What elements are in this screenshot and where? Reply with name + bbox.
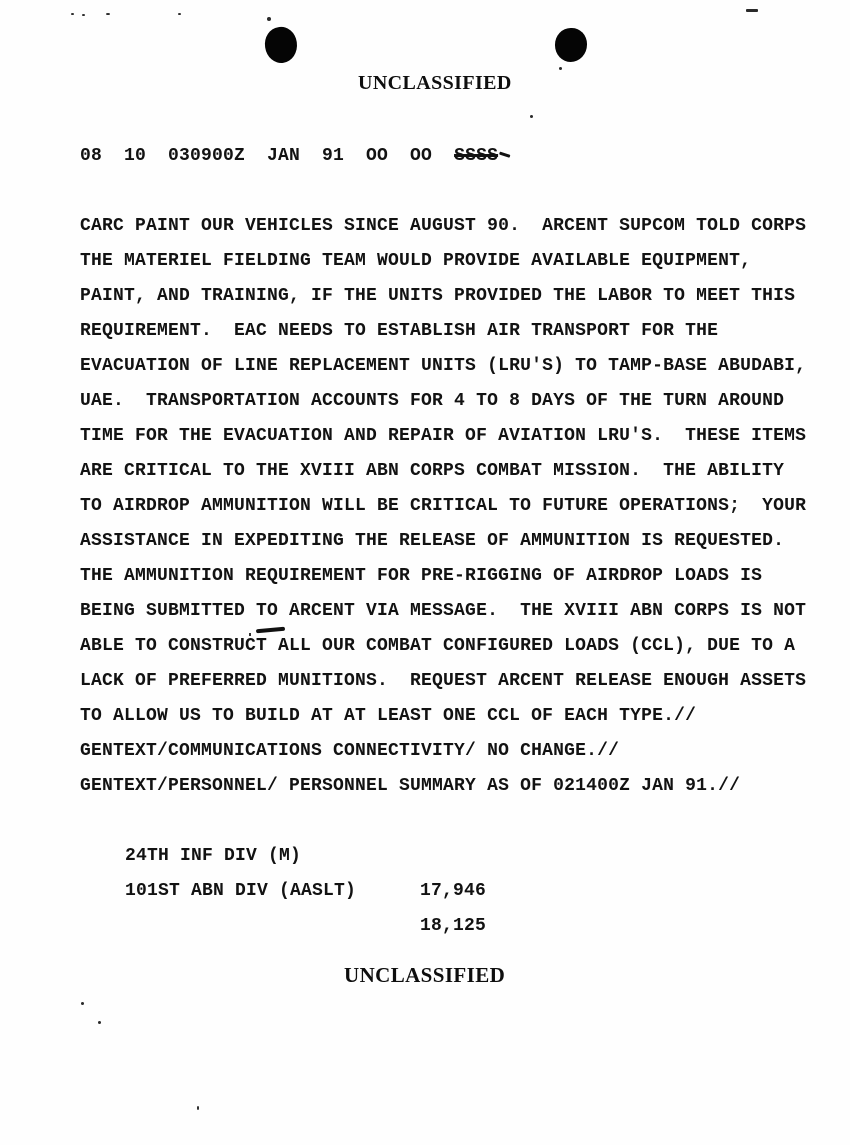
struck-classification-code: SSSS xyxy=(454,146,499,166)
body-line: THE AMMUNITION REQUIREMENT FOR PRE-RIGGING OF AIRDROP LOADS IS xyxy=(80,566,763,586)
personnel-unit-count: 18,125 xyxy=(420,916,487,936)
body-line: TO ALLOW US TO BUILD AT AT LEAST ONE CCL OF EACH TYPE.// xyxy=(80,706,697,726)
hole-punch-right xyxy=(555,28,587,62)
personnel-unit-count: 17,946 xyxy=(420,881,487,901)
classification-banner-top: UNCLASSIFIED xyxy=(358,72,512,94)
classification-banner-bottom: UNCLASSIFIED xyxy=(344,963,506,987)
body-line: TO AIRDROP AMMUNITION WILL BE CRITICAL TO FUTURE OPERATIONS; YOUR xyxy=(80,496,807,516)
scan-speck xyxy=(197,1106,199,1110)
scan-dash xyxy=(746,9,758,12)
body-line: THE MATERIEL FIELDING TEAM WOULD PROVIDE AVAILABLE EQUIPMENT, xyxy=(80,251,752,271)
personnel-unit-name: 101ST ABN DIV (AASLT) xyxy=(125,881,357,901)
scan-speck xyxy=(559,67,562,70)
body-line: ASSISTANCE IN EXPEDITING THE RELEASE OF AMMUNITION IS REQUESTED. xyxy=(80,531,785,551)
message-header-fields: 08 10 030900Z JAN 91 OO OO xyxy=(80,146,455,166)
body-line: GENTEXT/PERSONNEL/ PERSONNEL SUMMARY AS OF 021400Z JAN 91.// xyxy=(80,776,741,796)
scan-speck xyxy=(106,13,110,15)
body-line: EVACUATION OF LINE REPLACEMENT UNITS (LRU'S) TO TAMP-BASE ABUDABI, xyxy=(80,356,807,376)
scan-speck xyxy=(530,115,533,118)
body-line: REQUIREMENT. EAC NEEDS TO ESTABLISH AIR TRANSPORT FOR THE xyxy=(80,321,719,341)
scan-speck xyxy=(178,13,181,15)
scan-speck xyxy=(71,13,74,15)
body-line: BEING SUBMITTED TO ARCENT VIA MESSAGE. THE XVIII ABN CORPS IS NOT xyxy=(80,601,807,621)
body-line: PAINT, AND TRAINING, IF THE UNITS PROVIDED THE LABOR TO MEET THIS xyxy=(80,286,796,306)
scan-speck xyxy=(81,1002,84,1005)
scan-speck xyxy=(82,14,85,16)
message-body xyxy=(80,209,807,936)
body-line: ARE CRITICAL TO THE XVIII ABN CORPS COMBAT MISSION. THE ABILITY xyxy=(80,461,785,481)
body-line: LACK OF PREFERRED MUNITIONS. REQUEST ARCENT RELEASE ENOUGH ASSETS xyxy=(80,671,807,691)
body-line: GENTEXT/COMMUNICATIONS CONNECTIVITY/ NO CHANGE.// xyxy=(80,741,620,761)
scan-speck xyxy=(267,17,271,21)
scan-speck xyxy=(98,1021,101,1024)
body-line: TIME FOR THE EVACUATION AND REPAIR OF AVIATION LRU'S. THESE ITEMS xyxy=(80,426,807,446)
message-header-line xyxy=(80,146,509,166)
body-line: ABLE TO CONSTRUCT ALL OUR COMBAT CONFIGURED LOADS (CCL), DUE TO A xyxy=(80,636,796,656)
strikethrough-tail xyxy=(499,152,510,158)
body-line: CARC PAINT OUR VEHICLES SINCE AUGUST 90. ARCENT SUPCOM TOLD CORPS xyxy=(80,216,807,236)
body-line: UAE. TRANSPORTATION ACCOUNTS FOR 4 TO 8 DAYS OF THE TURN AROUND xyxy=(80,391,785,411)
personnel-unit-name: 24TH INF DIV (M) xyxy=(125,846,302,866)
hole-punch-left xyxy=(263,25,300,65)
handwritten-correction-dot xyxy=(249,633,251,636)
